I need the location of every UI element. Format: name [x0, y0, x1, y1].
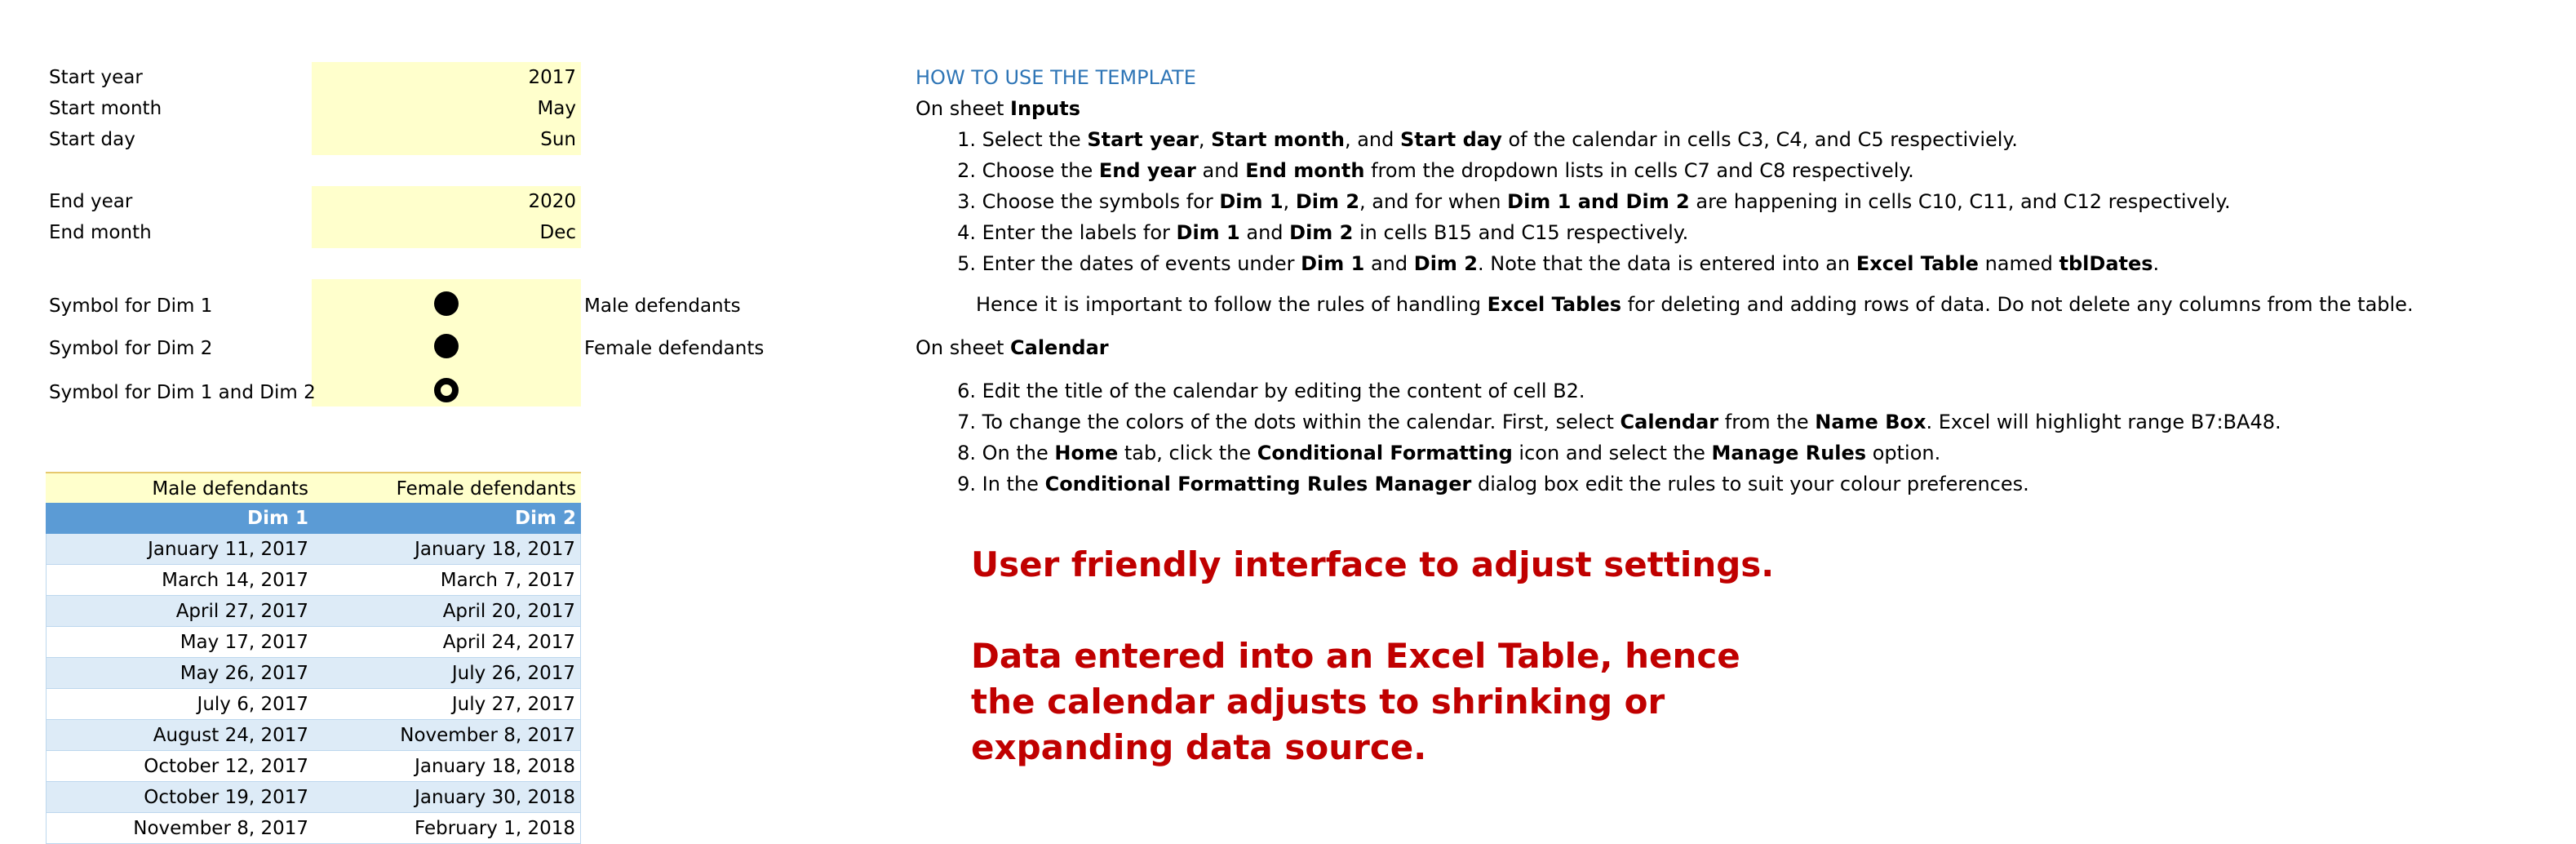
step-text: Select the [982, 128, 1088, 151]
step-number: 4. [957, 221, 976, 244]
step-text: Hence it is important to follow the rules of handling [976, 293, 1488, 316]
step-text: dialog box edit the rules to suit your colour preferences. [1471, 473, 2029, 495]
sheet-name: Calendar [1010, 336, 1109, 359]
instruction-step [942, 406, 2281, 438]
step-text: for deleting and adding rows of data. Do not delete any columns from the table. [1621, 293, 2414, 316]
cell-dim1-date[interactable]: August 24, 2017 [153, 725, 308, 746]
table-row [46, 658, 581, 689]
end-month-select[interactable]: Dec [539, 222, 576, 243]
bold-term: Calendar [1620, 411, 1719, 433]
step-text: from the [1718, 411, 1816, 433]
cell-dim2-date[interactable]: July 26, 2017 [451, 663, 575, 684]
cell-dim2-date[interactable]: April 24, 2017 [442, 632, 575, 653]
bold-term: Start month [1211, 128, 1345, 151]
bold-term: Dim 2 [1295, 190, 1360, 213]
end-year-label: End year [49, 191, 133, 212]
sheet-inputs-heading [916, 93, 1080, 124]
symbol-dim2-label: Symbol for Dim 2 [49, 338, 213, 359]
cell-dim2-date[interactable]: November 8, 2017 [400, 725, 575, 746]
cell-dim1-date[interactable]: October 19, 2017 [144, 787, 308, 808]
start-year-input[interactable]: 2017 [528, 67, 576, 88]
bold-term: Conditional Formatting Rules Manager [1044, 473, 1472, 495]
step-text: . Excel will highlight range B7:BA48. [1926, 411, 2281, 433]
cell-dim1-date[interactable]: July 6, 2017 [197, 694, 308, 715]
bold-term: End year [1098, 159, 1196, 182]
symbol-dim1-input[interactable] [312, 281, 581, 326]
bold-term: Excel Table [1856, 252, 1979, 275]
start-year-label: Start year [49, 67, 143, 88]
dim1-description: Male defendants [584, 295, 741, 317]
step-text: and [1239, 221, 1290, 244]
symbol-dim12-input[interactable] [312, 367, 581, 413]
instruction-step [942, 438, 1940, 469]
sheet-name: Inputs [1010, 97, 1081, 120]
filled-circle-icon [434, 334, 459, 358]
step-text: icon and select the [1512, 442, 1712, 464]
end-month-label: End month [49, 222, 152, 243]
sheet-calendar-heading [916, 332, 1109, 363]
table-row [46, 720, 581, 751]
step-number: 3. [957, 190, 976, 213]
instructions-title: HOW TO USE THE TEMPLATE [916, 66, 1196, 89]
step-text: Edit the title of the calendar by editing the content of cell B2. [982, 380, 1585, 402]
promo-line-2: Data entered into an Excel Table, hence [971, 636, 1740, 676]
end-year-select[interactable]: 2020 [528, 191, 576, 212]
table-label-dim1[interactable]: Male defendants [152, 478, 308, 500]
sheet-heading-prefix: On sheet [916, 336, 1011, 359]
step-text: On the [982, 442, 1055, 464]
step-text: Enter the labels for [982, 221, 1177, 244]
step-text: Enter the dates of events under [982, 252, 1301, 275]
table-body [46, 534, 581, 844]
instruction-step [942, 469, 2029, 500]
step-text: , [1283, 190, 1296, 213]
table-row [46, 534, 581, 565]
dim2-description: Female defendants [584, 338, 765, 359]
step-text: named [1978, 252, 2059, 275]
instruction-step [942, 217, 1688, 248]
bold-term: Start year [1087, 128, 1199, 151]
step-number: 1. [957, 128, 976, 151]
step-number: 2. [957, 159, 976, 182]
instruction-step [942, 186, 2231, 217]
table-row [46, 689, 581, 720]
table-row [46, 813, 581, 844]
instruction-step [942, 124, 2018, 155]
symbol-dim1-label: Symbol for Dim 1 [49, 295, 213, 317]
table-row [46, 596, 581, 627]
table-label-row [46, 472, 581, 503]
step-number: 6. [957, 380, 976, 402]
cell-dim2-date[interactable]: January 18, 2018 [415, 756, 575, 777]
table-header-dim2[interactable]: Dim 2 [515, 508, 576, 529]
dates-table [46, 472, 581, 844]
step-text: , [1198, 128, 1212, 151]
instruction-step [942, 248, 2159, 279]
cell-dim2-date[interactable]: July 27, 2017 [451, 694, 575, 715]
bold-term: End month [1245, 159, 1365, 182]
start-day-label: Start day [49, 129, 135, 150]
bold-term: Dim 1 [1219, 190, 1284, 213]
bold-term: Dim 2 [1413, 252, 1478, 275]
step-text: Choose the [982, 159, 1099, 182]
table-note [976, 289, 2414, 320]
bold-term: Excel Tables [1487, 293, 1622, 316]
cell-dim2-date[interactable]: January 30, 2018 [415, 787, 575, 808]
cell-dim1-date[interactable]: October 12, 2017 [144, 756, 308, 777]
cell-dim1-date[interactable]: March 14, 2017 [162, 570, 308, 591]
filled-circle-icon [434, 291, 459, 316]
step-text: . Note that the data is entered into an [1477, 252, 1856, 275]
step-text: and [1364, 252, 1414, 275]
bold-term: Dim 2 [1289, 221, 1354, 244]
instruction-step [942, 375, 1585, 406]
table-row [46, 751, 581, 782]
bold-term: Start day [1399, 128, 1502, 151]
step-number: 7. [957, 411, 976, 433]
symbol-dim2-input[interactable] [312, 323, 581, 369]
bold-term: Manage Rules [1711, 442, 1867, 464]
bold-term: Dim 1 [1301, 252, 1365, 275]
start-month-label: Start month [49, 98, 162, 119]
table-row [46, 782, 581, 813]
bold-term: Dim 1 and Dim 2 [1507, 190, 1690, 213]
cell-dim1-date[interactable]: January 11, 2017 [148, 539, 308, 560]
bold-term: Name Box [1815, 411, 1926, 433]
step-text: Choose the symbols for [982, 190, 1220, 213]
sheet-heading-prefix: On sheet [916, 97, 1011, 120]
promo-line-1: User friendly interface to adjust settings. [971, 544, 1775, 584]
step-text: option. [1866, 442, 1941, 464]
step-text: In the [982, 473, 1045, 495]
cell-dim2-date[interactable]: April 20, 2017 [442, 601, 575, 622]
step-text: , and [1344, 128, 1400, 151]
cell-dim1-date[interactable]: May 26, 2017 [180, 663, 308, 684]
cell-dim1-date[interactable]: November 8, 2017 [133, 818, 308, 839]
step-text: are happening in cells C10, C11, and C12 respectively. [1689, 190, 2231, 213]
start-day-input[interactable]: Sun [540, 129, 576, 150]
step-number: 5. [957, 252, 976, 275]
cell-dim1-date[interactable]: April 27, 2017 [175, 601, 308, 622]
bold-term: Conditional Formatting [1257, 442, 1513, 464]
step-text: tab, click the [1118, 442, 1257, 464]
cell-dim1-date[interactable]: May 17, 2017 [180, 632, 308, 653]
table-row [46, 627, 581, 658]
step-text: in cells B15 and C15 respectively. [1353, 221, 1689, 244]
step-text: , and for when [1359, 190, 1508, 213]
cell-dim2-date[interactable]: January 18, 2017 [415, 539, 575, 560]
table-header-dim1[interactable]: Dim 1 [247, 508, 308, 529]
start-month-input[interactable]: May [537, 98, 576, 119]
promo-line-3: the calendar adjusts to shrinking or [971, 682, 1665, 722]
table-row [46, 565, 581, 596]
bold-term: Dim 1 [1176, 221, 1240, 244]
step-text: . [2153, 252, 2160, 275]
promo-line-4: expanding data source. [971, 727, 1427, 767]
cell-dim2-date[interactable]: February 1, 2018 [414, 818, 575, 839]
cell-dim2-date[interactable]: March 7, 2017 [440, 570, 575, 591]
instruction-step [942, 155, 1914, 186]
ring-circle-icon [434, 378, 459, 402]
symbol-dim12-label: Symbol for Dim 1 and Dim 2 [49, 382, 316, 403]
table-label-dim2[interactable]: Female defendants [396, 478, 576, 500]
step-text: of the calendar in cells C3, C4, and C5 respectiviely. [1501, 128, 2018, 151]
step-text: and [1195, 159, 1246, 182]
step-number: 8. [957, 442, 976, 464]
table-header-row [46, 503, 581, 534]
step-text: To change the colors of the dots within the calendar. First, select [982, 411, 1621, 433]
step-number: 9. [957, 473, 976, 495]
step-text: from the dropdown lists in cells C7 and C8 respectively. [1364, 159, 1914, 182]
bold-term: tblDates [2059, 252, 2153, 275]
bold-term: Home [1054, 442, 1119, 464]
